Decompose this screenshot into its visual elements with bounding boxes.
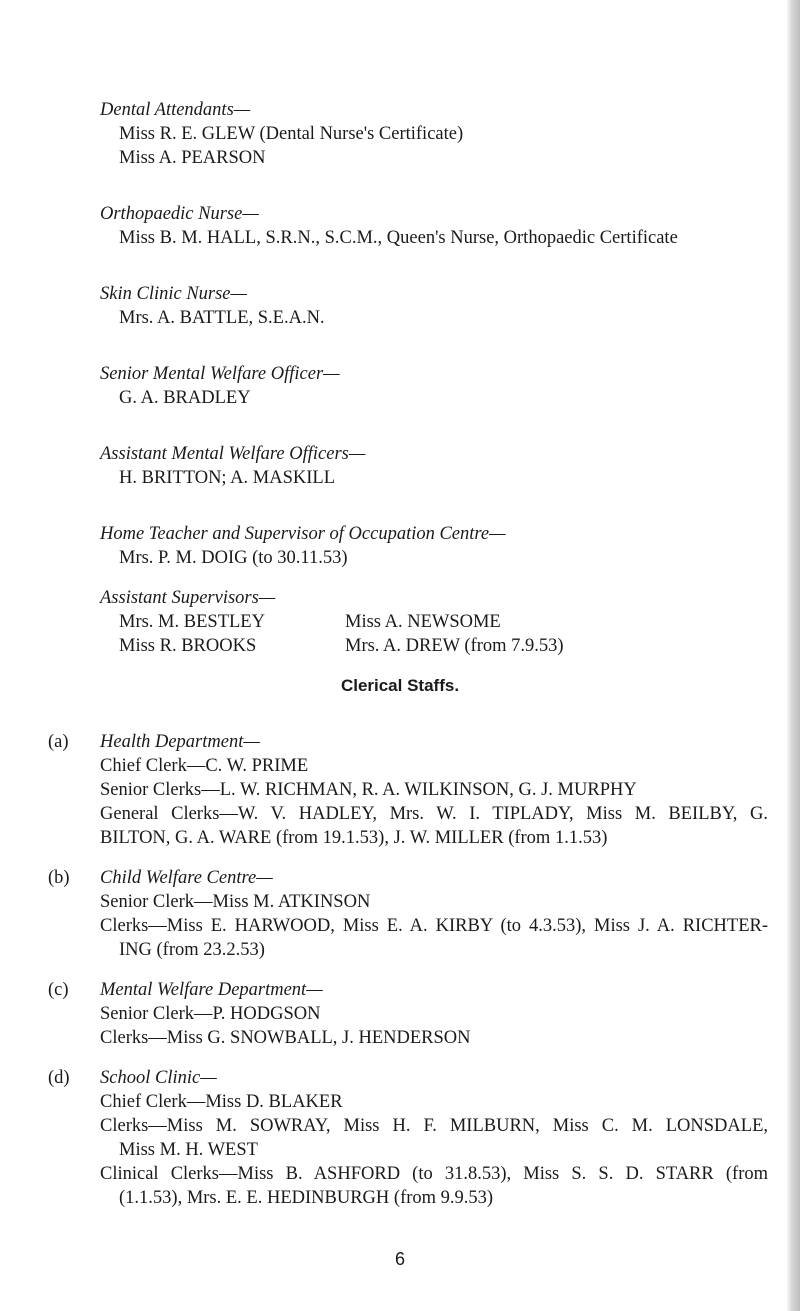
clerk-line: Clerks—Miss M. SOWRAY, Miss H. F. MILBURN, Miss C. M. LONSDALE, <box>100 1116 768 1136</box>
skin-clinic-section <box>100 282 760 330</box>
clerical-item-a <box>48 730 768 850</box>
item-heading: Mental Welfare Department— <box>100 980 323 1000</box>
clerk-line-continued: Miss M. H. WEST <box>119 1140 258 1160</box>
clerk-line: Chief Clerk—Miss D. BLAKER <box>100 1092 343 1112</box>
staff-name: Mrs. M. BESTLEY <box>119 612 265 632</box>
clerk-line: Senior Clerks—L. W. RICHMAN, R. A. WILKINSON, G. J. MURPHY <box>100 780 637 800</box>
clerical-item-d <box>48 1066 768 1210</box>
staff-name: Miss A. NEWSOME <box>345 612 501 632</box>
staff-line: G. A. BRADLEY <box>119 388 251 408</box>
item-label: (b) <box>48 868 70 888</box>
section-heading: Skin Clinic Nurse— <box>100 284 247 304</box>
section-heading: Home Teacher and Supervisor of Occupation Centre— <box>100 524 506 544</box>
section-heading: Dental Attendants— <box>100 100 251 120</box>
item-label: (a) <box>48 732 69 752</box>
clerk-line: Clinical Clerks—Miss B. ASHFORD (to 31.8.53), Miss S. S. D. STARR (from <box>100 1164 768 1184</box>
staff-line: Miss A. PEARSON <box>119 148 266 168</box>
assistant-mental-welfare-section <box>100 442 760 490</box>
senior-mental-welfare-section <box>100 362 760 410</box>
page-number: 6 <box>394 1249 405 1269</box>
staff-row <box>100 634 760 658</box>
home-teacher-section <box>100 522 760 570</box>
clerk-line: Chief Clerk—C. W. PRIME <box>100 756 309 776</box>
clerk-line: Senior Clerk—P. HODGSON <box>100 1004 321 1024</box>
clerk-line-continued: BILTON, G. A. WARE (from 19.1.53), J. W. MILLER (from 1.1.53) <box>100 828 608 848</box>
dental-attendants-section <box>100 98 760 170</box>
section-heading: Assistant Mental Welfare Officers— <box>100 444 366 464</box>
clerk-line: Clerks—Miss G. SNOWBALL, J. HENDERSON <box>100 1028 471 1048</box>
staff-line: Miss B. M. HALL, S.R.N., S.C.M., Queen's Nurse, Orthopaedic Certificate <box>119 228 678 248</box>
staff-line: H. BRITTON; A. MASKILL <box>119 468 336 488</box>
staff-name: Miss R. BROOKS <box>119 636 257 656</box>
clerk-line-continued: (1.1.53), Mrs. E. E. HEDINBURGH (from 9.9.53) <box>119 1188 494 1208</box>
clerk-line: Senior Clerk—Miss M. ATKINSON <box>100 892 371 912</box>
assistant-supervisors-section <box>100 586 760 658</box>
clerk-line: Clerks—Miss E. HARWOOD, Miss E. A. KIRBY (to 4.3.53), Miss J. A. RICHTER- <box>100 916 768 936</box>
staff-line: Mrs. P. M. DOIG (to 30.11.53) <box>119 548 348 568</box>
item-heading: Child Welfare Centre— <box>100 868 273 888</box>
clerical-item-c <box>48 978 768 1050</box>
orthopaedic-nurse-section <box>100 202 760 250</box>
section-heading: Orthopaedic Nurse— <box>100 204 259 224</box>
clerk-line-continued: ING (from 23.2.53) <box>119 940 265 960</box>
item-label: (c) <box>48 980 69 1000</box>
staff-line: Mrs. A. BATTLE, S.E.A.N. <box>119 308 325 328</box>
staff-name: Mrs. A. DREW (from 7.9.53) <box>345 636 564 656</box>
scan-edge-shadow <box>786 0 800 1311</box>
clerk-line: General Clerks—W. V. HADLEY, Mrs. W. I. TIPLADY, Miss M. BEILBY, G. <box>100 804 768 824</box>
section-heading: Senior Mental Welfare Officer— <box>100 364 340 384</box>
clerical-item-b <box>48 866 768 962</box>
clerical-staffs-heading: Clerical Staffs. <box>340 676 460 695</box>
item-heading: School Clinic— <box>100 1068 217 1088</box>
item-heading: Health Department— <box>100 732 260 752</box>
item-label: (d) <box>48 1068 70 1088</box>
staff-line: Miss R. E. GLEW (Dental Nurse's Certificate) <box>119 124 464 144</box>
section-heading: Assistant Supervisors— <box>100 588 276 608</box>
staff-row <box>100 610 760 634</box>
